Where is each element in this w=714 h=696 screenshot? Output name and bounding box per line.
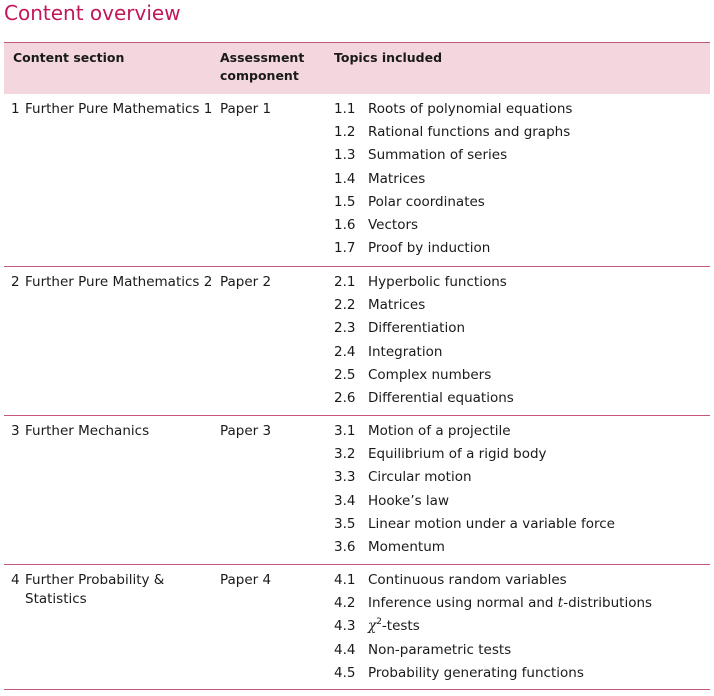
assessment-paper: Paper 4 — [220, 572, 272, 588]
topic-number: 2.3 — [334, 320, 356, 337]
topic-item — [334, 594, 652, 617]
section-number: 4 — [11, 572, 20, 588]
topic-text: Circular motion — [368, 469, 472, 486]
header-assessment-line1: Assessment — [220, 50, 305, 65]
section-row-1 — [4, 94, 710, 267]
section-title: Further Pure Mathematics 2 — [25, 274, 213, 290]
topic-list — [334, 100, 572, 262]
topic-number: 1.4 — [334, 170, 356, 187]
topic-number: 3.2 — [334, 446, 356, 463]
topic-item — [334, 123, 572, 146]
topic-item — [334, 170, 572, 193]
topic-text-post: -distributions — [563, 595, 653, 612]
topic-item — [334, 273, 514, 296]
assessment-paper: Paper 1 — [220, 101, 272, 117]
topic-item — [334, 366, 514, 389]
topic-item — [334, 216, 572, 239]
topic-text: Vectors — [368, 216, 419, 233]
topic-item — [334, 389, 514, 412]
topic-item — [334, 422, 615, 445]
section-name — [11, 571, 164, 609]
topic-text: Equilibrium of a rigid body — [368, 446, 547, 463]
topic-number: 1.2 — [334, 124, 356, 141]
table-header — [4, 42, 710, 94]
topic-item — [334, 319, 514, 342]
topic-text: Differential equations — [368, 389, 514, 406]
topic-item — [334, 641, 652, 664]
section-name — [11, 422, 149, 441]
topic-item — [334, 193, 572, 216]
topic-item — [334, 515, 615, 538]
topic-item — [334, 538, 615, 561]
assessment-paper: Paper 3 — [220, 423, 272, 439]
topic-number: 3.6 — [334, 538, 356, 555]
topic-item — [334, 571, 652, 594]
content-overview-table — [4, 42, 710, 690]
topic-text: Summation of series — [368, 147, 508, 164]
topic-text-italic: χ — [368, 618, 377, 635]
topic-number: 1.5 — [334, 193, 356, 210]
topic-number: 1.7 — [334, 240, 356, 257]
topic-number: 2.2 — [334, 297, 356, 314]
topic-number: 3.1 — [334, 423, 356, 439]
topic-number: 1.3 — [334, 147, 356, 164]
header-topics-included: Topics included — [334, 50, 443, 65]
topic-list — [334, 422, 615, 561]
topic-item — [334, 468, 615, 491]
topic-text: Differentiation — [368, 320, 466, 337]
topic-text: Momentum — [368, 538, 445, 555]
topic-text: Rational functions and graphs — [368, 124, 571, 141]
topic-list — [334, 571, 652, 687]
topic-item — [334, 100, 572, 123]
topic-text: Proof by induction — [368, 240, 491, 257]
topic-text: Polar coordinates — [368, 193, 485, 210]
topic-text: Matrices — [368, 170, 426, 187]
section-number: 3 — [11, 423, 20, 439]
section-row-4 — [4, 565, 710, 690]
topic-item — [334, 239, 572, 262]
topic-number: 3.3 — [334, 469, 356, 486]
topic-text: Continuous random variables — [368, 572, 567, 588]
topic-text: Linear motion under a variable force — [368, 515, 615, 532]
assessment-paper: Paper 2 — [220, 274, 272, 290]
topic-text: Integration — [368, 343, 443, 360]
topic-number: 3.4 — [334, 492, 356, 509]
topic-text — [368, 595, 652, 611]
section-number: 1 — [11, 101, 20, 117]
topic-number: 2.6 — [334, 389, 356, 406]
topic-number: 4.2 — [334, 595, 356, 612]
topic-text-superscript: 2 — [376, 617, 382, 628]
section-title: Further Pure Mathematics 1 — [25, 101, 213, 117]
header-assessment-line2: component — [220, 68, 299, 83]
topic-text-post: -tests — [381, 618, 420, 635]
topic-number: 4.5 — [334, 664, 356, 681]
topic-number: 2.4 — [334, 343, 356, 360]
section-title-line2: Statistics — [25, 591, 87, 607]
topic-item — [334, 296, 514, 319]
topic-text: Motion of a projectile — [368, 423, 511, 439]
topic-item — [334, 617, 652, 640]
topic-text: Roots of polynomial equations — [368, 101, 573, 117]
topic-text-italic: t — [557, 595, 564, 612]
topic-number: 2.5 — [334, 366, 356, 383]
section-name — [11, 273, 212, 292]
topic-item — [334, 343, 514, 366]
section-number: 2 — [11, 274, 20, 290]
section-row-2 — [4, 267, 710, 416]
topic-text: Hyperbolic functions — [368, 274, 507, 290]
page-title: Content overview — [4, 1, 181, 25]
topic-text: Complex numbers — [368, 366, 492, 383]
topic-text: Non-parametric tests — [368, 641, 512, 658]
topic-item — [334, 445, 615, 468]
topic-number: 4.4 — [334, 641, 356, 658]
topic-number: 2.1 — [334, 274, 356, 290]
topic-number: 4.1 — [334, 572, 356, 588]
header-content-section: Content section — [13, 50, 125, 65]
topic-list — [334, 273, 514, 412]
topic-number: 1.6 — [334, 216, 356, 233]
section-name — [11, 100, 212, 119]
topic-number: 3.5 — [334, 515, 356, 532]
topic-text: Probability generating functions — [368, 664, 584, 681]
topic-number: 1.1 — [334, 101, 356, 117]
topic-text: Hooke’s law — [368, 492, 449, 509]
topic-text — [368, 618, 420, 634]
topic-item — [334, 492, 615, 515]
section-title: Further Mechanics — [25, 423, 150, 439]
section-title-line1: Further Probability & — [25, 572, 165, 588]
topic-number: 4.3 — [334, 618, 356, 635]
topic-text-pre: Inference using normal and — [368, 595, 558, 612]
topic-text: Matrices — [368, 297, 426, 314]
header-assessment-component — [220, 49, 304, 85]
section-row-3 — [4, 416, 710, 565]
topic-item — [334, 146, 572, 169]
topic-item — [334, 664, 652, 687]
